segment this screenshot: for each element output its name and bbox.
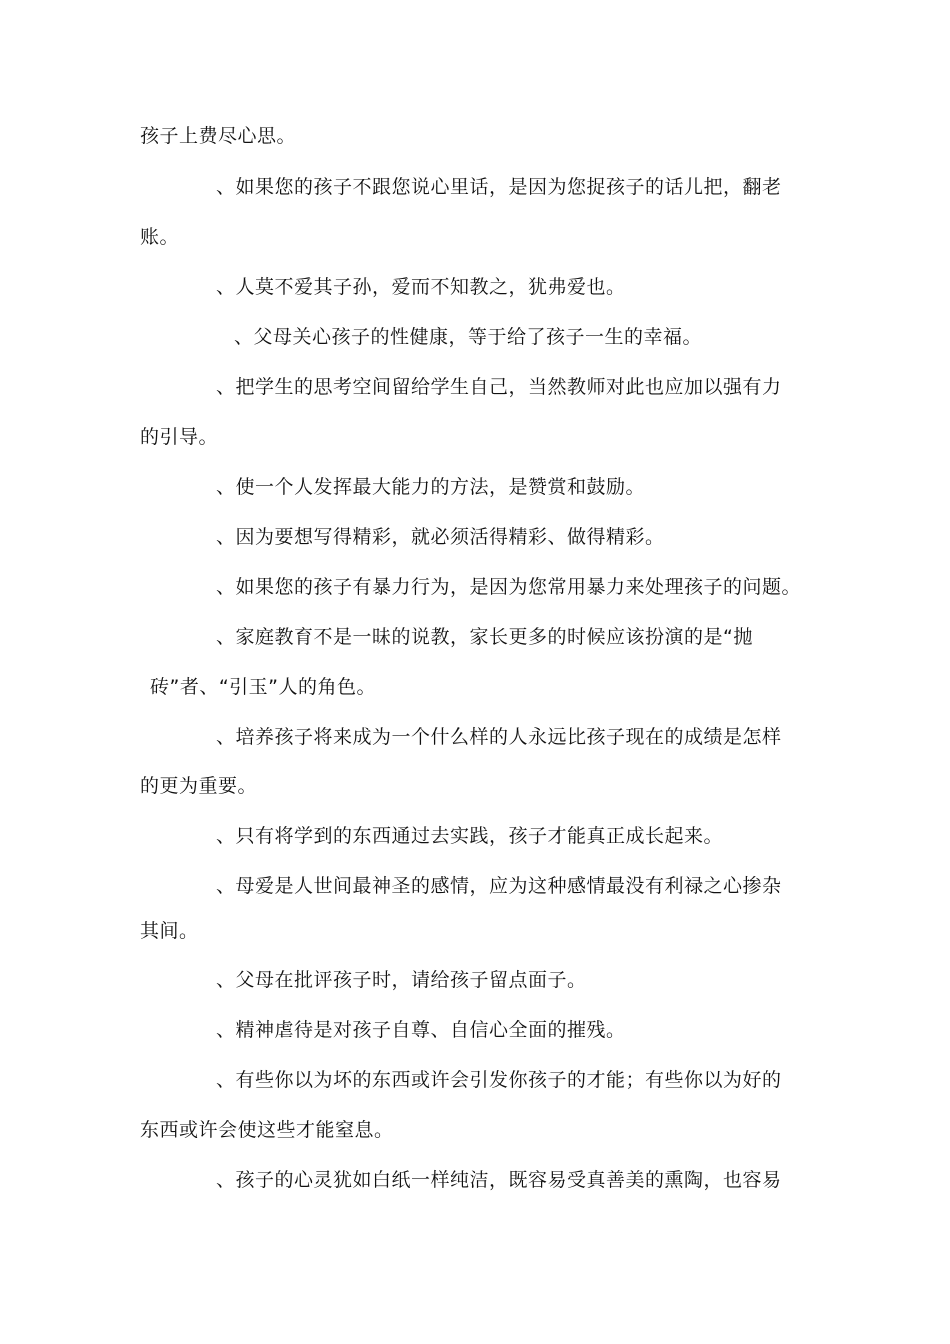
text-line: 、如果您的孩子有暴力行为，是因为您常用暴力来处理孩子的问题。 [216,576,802,598]
text-line: 、使一个人发挥最大能力的方法，是赞赏和鼓励。 [216,476,646,498]
text-line: 、孩子的心灵犹如白纸一样纯洁，既容易受真善美的熏陶，也容易 [216,1169,782,1191]
text-line: 、家庭教育不是一昧的说教，家长更多的时候应该扮演的是“抛 [216,626,753,648]
text-line: 、培养孩子将来成为一个什么样的人永远比孩子现在的成绩是怎样 [216,726,782,748]
text-line: 账。 [140,226,180,248]
text-line: 其间。 [140,920,199,942]
text-line: 的引导。 [140,426,219,448]
text-line: 、因为要想写得精彩，就必须活得精彩、做得精彩。 [216,526,665,548]
text-line: 、父母在批评孩子时，请给孩子留点面子。 [216,969,587,991]
text-line: 、把学生的思考空间留给学生自己，当然教师对此也应加以强有力 [216,376,782,398]
text-line: 东西或许会使这些才能窒息。 [140,1119,394,1141]
text-line: 的更为重要。 [140,775,258,797]
text-line: 、如果您的孩子不跟您说心里话，是因为您捉孩子的话儿把，翻老 [216,176,782,198]
text-line: 、精神虐待是对孩子自尊、自信心全面的摧残。 [216,1019,626,1041]
text-line: 孩子上费尽心思。 [140,125,297,147]
text-line: 砖”者、“引玉”人的角色。 [150,676,377,698]
text-line: 、只有将学到的东西通过去实践，孩子才能真正成长起来。 [216,825,724,847]
text-line: 、人莫不爱其子孙，爱而不知教之，犹弗爱也。 [216,276,626,298]
text-line: 、母爱是人世间最神圣的感情，应为这种感情最没有利禄之心掺杂 [216,875,782,897]
text-line: 、父母关心孩子的性健康，等于给了孩子一生的幸福。 [234,326,703,348]
text-line: 、有些你以为坏的东西或许会引发你孩子的才能；有些你以为好的 [216,1069,782,1091]
